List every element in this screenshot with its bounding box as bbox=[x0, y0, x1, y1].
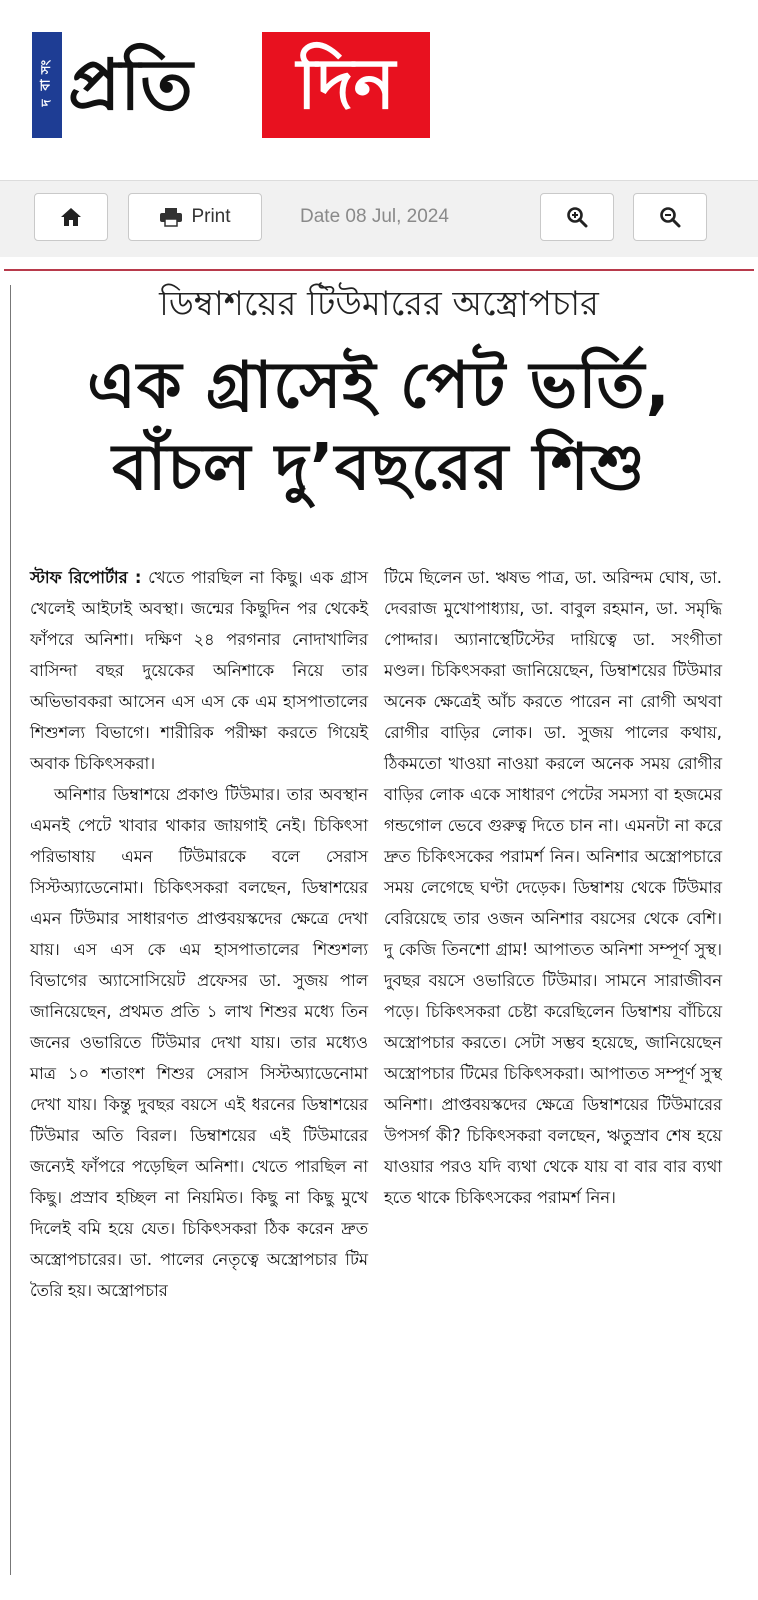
zoom-in-button[interactable] bbox=[540, 193, 614, 241]
article-column-left bbox=[30, 562, 368, 1306]
strip-char: দ bbox=[39, 99, 54, 107]
clipping-edge bbox=[10, 285, 11, 1575]
toolbar bbox=[0, 180, 758, 257]
article-paragraph: টিমে ছিলেন ডা. ঋষভ পাত্র, ডা. অরিন্দম ঘোষ, ডা. দেবরাজ মুখোপাধ্যায়, ডা. বাবুল রহমান, ডা. সমৃদ্ধি পোদ্দার। অ্যানাস্থেটিস্টের দায়িত্বে ডা. সংগীতা মণ্ডল। চিকিৎসকরা জানিয়েছেন, ডিম্বাশয়ের টিউমার অনেক ক্ষেত্রেই আঁচ করতে পারেন না রোগী অথবা রোগীর বাড়ির লোক। ডা. সুজয় পালের কথায়, ঠিকমতো খাওয়া নাওয়া করলে অনেক সময় রোগীর বাড়ির লোক একে সাধারণ পেটের সমস্যা বা হজমের গন্ডগোল ভেবে গুরুত্ব দিতে চান না। এমনটা না করে দ্রুত চিকিৎসকের পরামর্শ নিন। অনিশার অস্ত্রোপচারে সময় লেগেছে ঘণ্টা দেড়েক। ডিম্বাশয় থেকে টিউমার বেরিয়েছে তার ওজন অনিশার বয়সের থেকে বেশি। দু কেজি তিনশো গ্রাম! আপাতত অনিশা সম্পূর্ণ সুস্থ। দুবছর বয়সে ওভারিতে টিউমার। সামনে সারাজীবন পড়ে। চিকিৎসকরা চেষ্টা করেছিলেন ডিম্বাশয় বাঁচিয়ে অস্ত্রোপচার করতে। সেটা সম্ভব হয়েছে, জানিয়েছেন অস্ত্রোপচার টিমের চিকিৎসকরা। আপাতত সম্পূর্ণ সুস্থ অনিশা। প্রাপ্তবয়স্কদের ক্ষেত্রে ডিম্বাশয়ের টিউমারের উপসর্গ কী? চিকিৎসকরা বলছেন, ঋতুস্রাব শেষ হয়ে যাওয়ার পরও যদি ব্যথা থেকে যায় বা বার বার ব্যথা হতে থাকে চিকিৎসকের পরামর্শ নিন। bbox=[384, 568, 722, 1207]
header-divider bbox=[4, 269, 754, 271]
zoom-in-icon bbox=[566, 206, 588, 228]
strip-char: সং bbox=[39, 59, 54, 75]
article-kicker: ডিম্বাশয়ের টিউমারের অস্ত্রোপচার bbox=[159, 284, 599, 324]
zoom-out-button[interactable] bbox=[633, 193, 707, 241]
print-icon bbox=[159, 207, 183, 227]
edition-date: Date 08 Jul, 2024 bbox=[300, 206, 449, 227]
masthead-strip bbox=[32, 32, 62, 138]
strip-char: বা bbox=[38, 79, 54, 91]
home-button[interactable] bbox=[34, 193, 108, 241]
print-label: Print bbox=[191, 206, 231, 227]
home-icon bbox=[60, 207, 82, 227]
article-paragraph bbox=[30, 562, 368, 779]
headline-line-2: বাঁচল দু’বছরের শিশু bbox=[112, 431, 646, 505]
headline-line-1: এক গ্রাসেই পেট ভর্তি, bbox=[87, 349, 671, 423]
article-paragraph: অনিশার ডিম্বাশয়ে প্রকাণ্ড টিউমার। তার অবস্থান এমনই পেটে খাবার থাকার জায়গাই নেই। চিকিৎসা পরিভাষায় এমন টিউমারকে বলে সেরাস সিস্টঅ্যাডেনোমা। চিকিৎসকরা বলছেন, ডিম্বাশয়ের এমন টিউমার সাধারণত প্রাপ্তবয়স্কদের ক্ষেত্রে দেখা যায়। এস এস কে এম হাসপাতালের শিশুশল্য বিভাগের অ্যাসোসিয়েট প্রফেসর ডা. সুজয় পাল জানিয়েছেন, প্রথমত প্রতি ১ লাখ শিশুর মধ্যে তিন জনের ওভারিতে টিউমার দেখা যায়। তার মধ্যেও মাত্র ১০ শতাংশ শিশুর সেরাস সিস্টঅ্যাডেনোমা দেখা যায়। কিন্তু দুবছর বয়সে এই ধরনের ডিম্বাশয়ের টিউমার অতি বিরল। ডিম্বাশয়ের এই টিউমারের জন্যেই ফাঁপরে পড়েছিল অনিশা। খেতে পারছিল না কিছু। প্রস্রাব হচ্ছিল না নিয়মিত। কিছু না কিছু মুখে দিলেই বমি হয়ে যেত। চিকিৎসকরা ঠিক করেন দ্রুত অস্ত্রোপচারের। ডা. পালের নেতৃত্বে অস্ত্রোপচার টিম তৈরি হয়। অস্ত্রোপচার bbox=[30, 785, 368, 1300]
byline: স্টাফ রিপোর্টার : bbox=[30, 568, 142, 587]
print-button[interactable] bbox=[128, 193, 262, 241]
masthead-logo bbox=[32, 30, 432, 140]
paragraph-text: খেতে পারছিল না কিছু। এক গ্রাস খেলেই আইঢাই অবস্থা। জন্মের কিছুদিন পর থেকেই ফাঁপরে অনিশা। দক্ষিণ ২৪ পরগনার নোদাখালির বাসিন্দা বছর দুয়েকের অনিশাকে নিয়ে তার অভিভাবকরা আসেন এস এস কে এম হাসপাতালের শিশুশল্য বিভাগে। শারীরিক পরীক্ষা করতে গিয়েই অবাক চিকিৎসকরা। bbox=[30, 568, 368, 773]
article-column-right bbox=[384, 562, 722, 1213]
logo-text-left: প্রতি bbox=[68, 44, 193, 126]
zoom-out-icon bbox=[659, 206, 681, 228]
article-headline bbox=[14, 345, 744, 509]
logo-text-right: দিন bbox=[262, 32, 430, 138]
